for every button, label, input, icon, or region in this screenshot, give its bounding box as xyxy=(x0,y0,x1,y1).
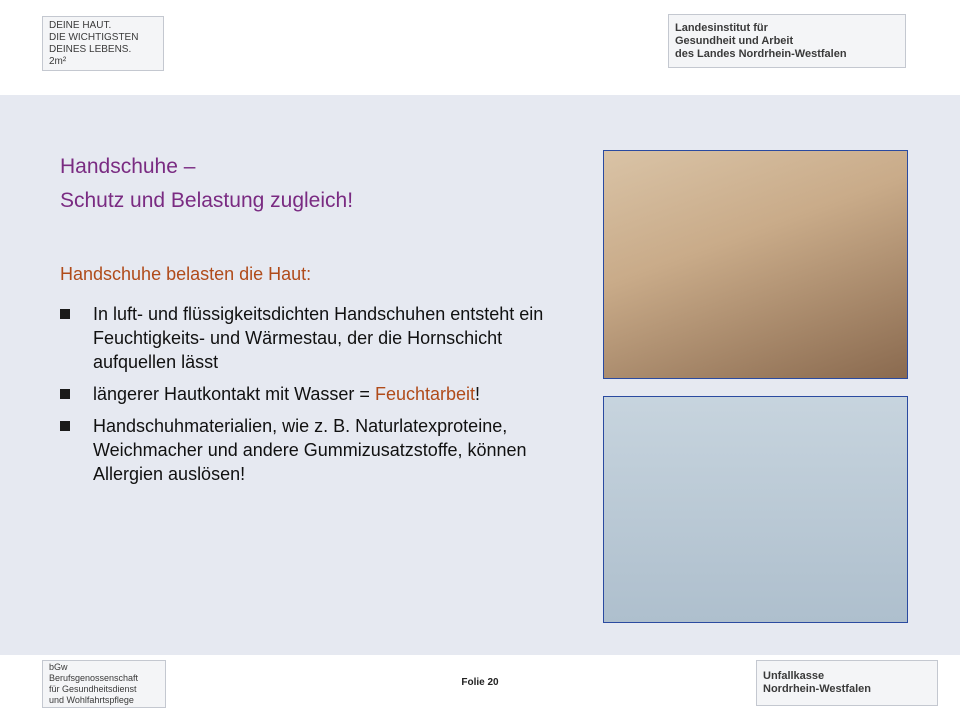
institute-logo-line: Landesinstitut für xyxy=(675,21,768,34)
bullet-text: In luft- und flüssigkeitsdichten Handschuhen entsteht ein Feuchtigkeits- und Wärmestau, der die Hornschicht aufquellen lässt xyxy=(93,304,544,372)
bgw-logo-line: für Gesundheitsdienst xyxy=(49,684,137,694)
slide-header xyxy=(0,0,960,95)
bullet-accent-text: Feuchtarbeit xyxy=(374,384,476,404)
campaign-logo xyxy=(42,16,164,71)
institute-logo-line: Gesundheit und Arbeit xyxy=(675,34,794,47)
institute-logo xyxy=(668,14,906,68)
bullet-item xyxy=(60,302,580,374)
bgw-logo-line: Berufsgenossenschaft xyxy=(49,673,139,683)
bullet-text-tail: ! xyxy=(475,384,481,404)
square-bullet-icon xyxy=(60,389,70,399)
bullet-text: längerer Hautkontakt mit Wasser = xyxy=(93,384,375,404)
bullet-text: Handschuhmaterialien, wie z. B. Naturlatexproteine, Weichmacher und andere Gummizusatzstoffe, können Allergien auslösen! xyxy=(93,416,527,484)
campaign-logo-line: DEINE HAUT. xyxy=(49,19,112,31)
slide-number: Folie 20 xyxy=(461,677,499,688)
bgw-logo-line: bGw xyxy=(49,662,68,672)
bgw-logo-line: und Wohlfahrtspflege xyxy=(49,695,134,705)
campaign-logo-line: 2m² xyxy=(49,55,67,67)
slide-title-line: Handschuhe – xyxy=(60,155,196,178)
campaign-logo-line: DEINES LEBENS. xyxy=(49,43,132,55)
wrinkled-hand-photo xyxy=(603,396,908,623)
bullet-list xyxy=(60,302,580,494)
square-bullet-icon xyxy=(60,309,70,319)
unfallkasse-logo-line: Nordrhein-Westfalen xyxy=(763,683,871,695)
unfallkasse-logo-line: Unfallkasse xyxy=(763,670,825,682)
institute-logo-line: des Landes Nordrhein-Westfalen xyxy=(675,47,847,60)
glove-photo xyxy=(603,150,908,379)
bullet-item xyxy=(60,414,580,486)
campaign-logo-line: DIE WICHTIGSTEN xyxy=(49,31,139,43)
bullet-item xyxy=(60,382,580,406)
slide-subheading: Handschuhe belasten die Haut: xyxy=(60,264,312,284)
slide-title-line: Schutz und Belastung zugleich! xyxy=(60,189,354,212)
square-bullet-icon xyxy=(60,421,70,431)
slide-title xyxy=(60,150,580,218)
